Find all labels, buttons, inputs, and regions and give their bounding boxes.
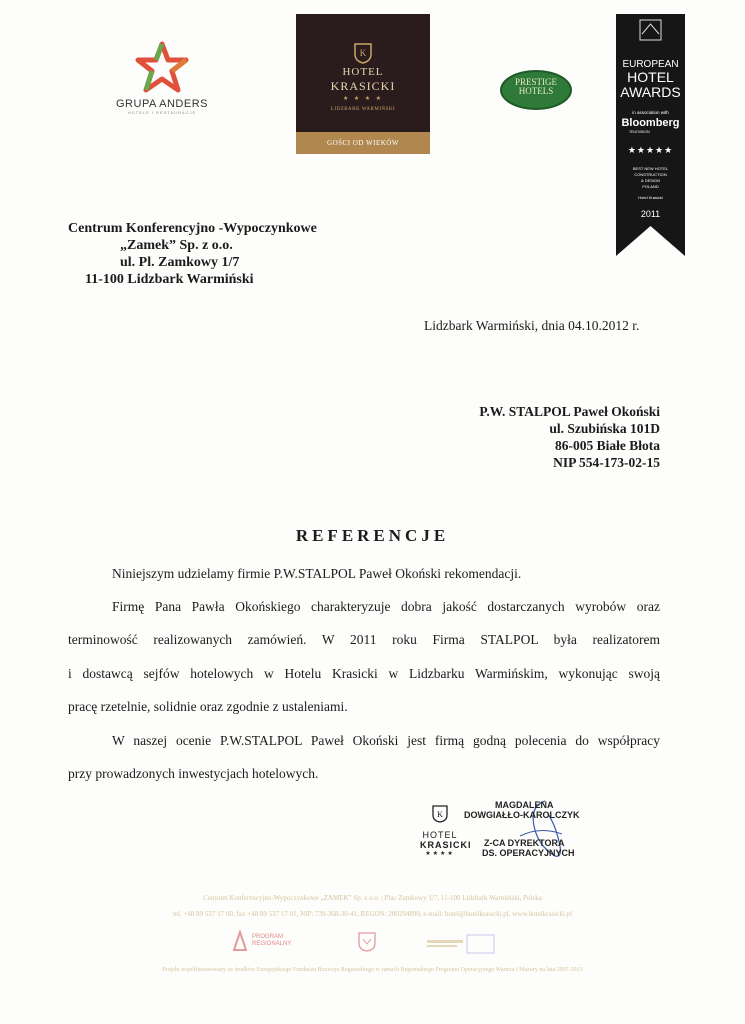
paragraph-2-line-4: pracę rzetelnie, solidnie oraz zgodnie z ustaleniami. [68,699,348,714]
paragraph-3-line-2: przy prowadzonych inwestycjach hotelowych. [68,766,319,781]
paragraph-2-line-1: Firmę Pana Pawła Okońskiego charakteryzuje dobra jakość dostarczanych wyrobów oraz [112,599,660,614]
signatory-first-name: MAGDALENA [495,800,554,810]
award-ribbon-icon [616,14,685,256]
grupa-anders-tagline: HOTELE I RESTAURACJE [127,110,197,115]
eha-bloomberg-sub: TELEVISION [629,130,650,134]
eha-winner: Hotel Krasicki [638,195,663,200]
eha-category-2: CONSTRUCTION [634,172,667,177]
program-regionalny-logo [232,930,302,956]
program-logo-icon [232,930,248,952]
signature-logo-stars: ★★★★ [425,851,455,857]
eha-bloomberg: Bloomberg [621,117,680,129]
krasicki-location: LIDZBARK WARMIŃSKI [330,107,396,112]
sender-line-2: „Zamek” Sp. z o.o. [120,238,233,253]
eha-stars: ★★★★★ [627,145,674,155]
krasicki-band: GOŚCI OD WIEKÓW [296,132,430,154]
eha-awards: AWARDS [620,84,681,100]
recipient-line-3: 86-005 Białe Błota [555,438,660,453]
sender-line-1: Centrum Konferencyjno -Wypoczynkowe [68,221,317,236]
paragraph-2-line-2: terminowość realizowanych zamówień. W 2011 roku Firma STALPOL była realizatorem [68,632,660,647]
eha-association: in association with [632,110,669,115]
prestige-hotels-word: HOTELS [518,86,554,96]
hotel-krasicki-logo [296,14,430,154]
signature-stamp [464,800,588,858]
grupa-anders-name: GRUPA ANDERS [116,98,208,110]
eha-hotel: HOTEL [627,69,674,85]
star-logo-icon [132,40,192,96]
svg-text:K: K [437,810,443,819]
european-hotel-awards-badge [616,14,685,256]
paragraph-2-line-3: i dostawcą sejfów hotelowych w Hotelu Krasicki w Lidzbarku Warmińskim, wykonując swoją [68,666,660,681]
eha-category-1: BEST NEW HOTEL [632,166,669,171]
footer-contact-line: tel. +48 89 537 17 00, fax +48 89 537 17 01, NIP: 739-368-30-41, REGON: 280294890, e-mail: hotel@hotelkrasicki.pl, www.hotelkrasicki.pl [172,910,573,918]
crest-icon [353,42,373,64]
sender-line-3: ul. Pl. Zamkowy 1/7 [120,255,240,270]
signatory-last-name: DOWGIAŁŁO-KAROLCZYK [464,810,580,820]
prestige-word: PRESTIGE [514,77,557,87]
signature-logo-krasicki: KRASICKI [420,840,472,850]
paragraph-3-line-1: W naszej ocenie P.W.STALPOL Paweł Okoński jest firmą godną polecenia do współpracy [112,733,660,748]
signature-hotel-logo [420,805,472,857]
sender-line-4: 11-100 Lidzbark Warmiński [85,272,254,287]
eu-flag-icon [425,934,495,954]
signatory-role-2: DS. OPERACYJNYCH [482,848,575,858]
krasicki-hotel-word: HOTEL [342,66,384,78]
recipient-line-4: NIP 554-173-02-15 [553,455,660,470]
krasicki-name: KRASICKI [330,79,396,93]
document-title: REFERENCJE [295,526,450,545]
recipient-line-1: P.W. STALPOL Paweł Okoński [479,404,660,419]
signatory-role-1: Z-CA DYREKTORA [484,838,565,848]
program-label-2: REGIONALNY [252,941,292,947]
eha-category-3: & DESIGN [640,178,661,183]
recipient-address [460,403,660,471]
program-label-1: PROGRAM [252,934,284,940]
recipient-line-2: ul. Szubińska 101D [549,421,660,436]
paragraph-1: Niniejszym udzielamy firmie P.W.STALPOL Paweł Okoński rekomendacji. [112,566,522,581]
eha-year: 2011 [640,209,661,219]
svg-text:K: K [359,48,367,58]
krasicki-stars: ★ ★ ★ ★ [342,96,383,102]
sender-address [68,220,348,288]
prestige-hotels-logo [500,70,572,110]
eha-category-4: POLAND [642,184,659,189]
eha-european: EUROPEAN [622,59,679,70]
footer-company-line: Centrum Konferencyjno-Wypoczynkowe „ZAMEK” Sp. z o.o. | Plac Zamkowy 1/7, 11-100 Lidzbark Warmiński, Polska [203,894,542,902]
grupa-anders-logo [112,40,212,120]
crest-icon [432,805,448,823]
date-line: Lidzbark Warmiński, dnia 04.10.2012 r. [424,318,640,333]
coat-of-arms-icon [358,932,376,952]
signature-logo-hotel: HOTEL [422,830,458,840]
footer-eu-funding-line: Projekt współfinansowany ze środków Europejskiego Funduszu Rozwoju Regionalnego w ramach Regionalnego Programu Operacyjnego Warmia i Mazury na lata 2007-2013 [162,967,583,973]
